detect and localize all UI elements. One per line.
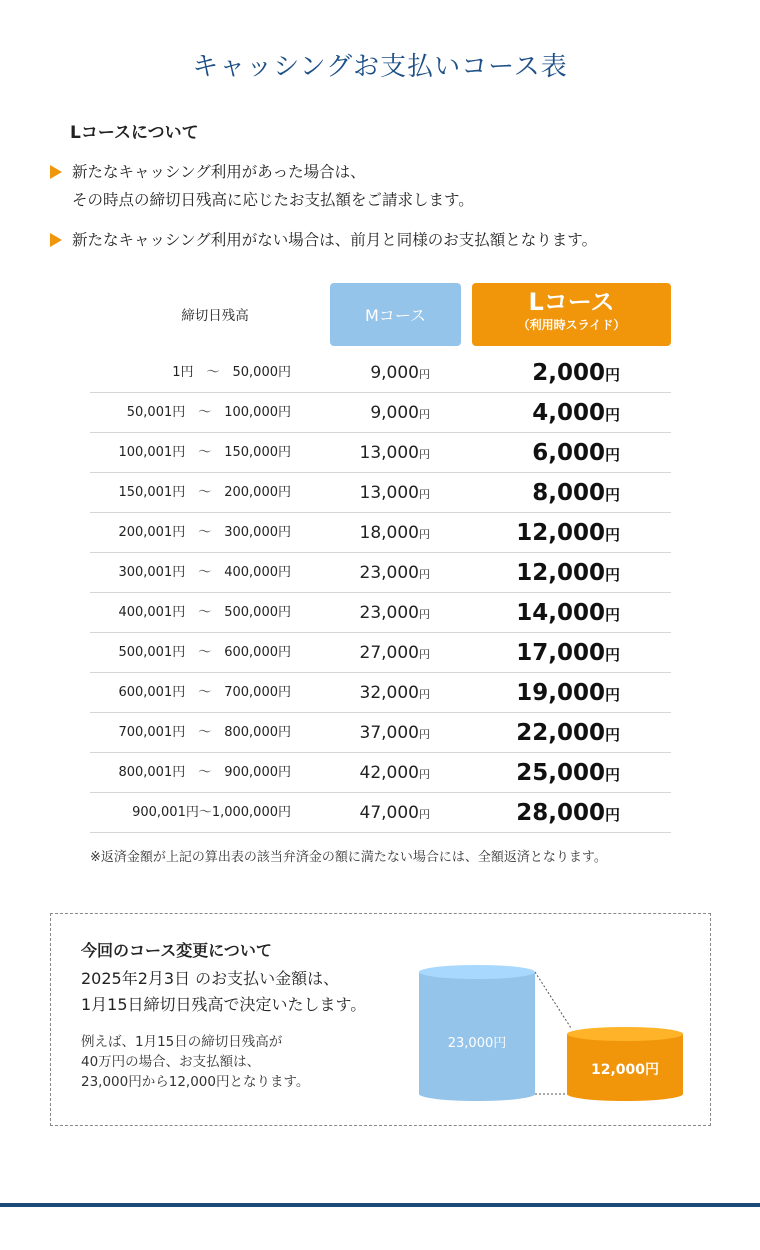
m-course-value: 13,000 xyxy=(359,483,419,503)
cylinder-before xyxy=(419,965,535,1101)
m-course-cell xyxy=(360,793,430,835)
m-course-cell xyxy=(360,753,430,795)
m-course-value: 18,000 xyxy=(359,523,419,543)
table-row xyxy=(90,513,671,553)
yen-unit: 円 xyxy=(604,606,620,624)
l-course-cell xyxy=(532,433,620,475)
l-course-cell xyxy=(516,593,620,635)
l-course-cell xyxy=(532,473,620,515)
cylinder-after-top xyxy=(567,1027,683,1041)
yen-unit: 円 xyxy=(419,608,430,621)
l-course-cell xyxy=(516,793,620,835)
balance-range-cell: 1円 ～ 50,000円 xyxy=(172,365,291,380)
yen-unit: 円 xyxy=(604,646,620,664)
cylinder-comparison-graphic xyxy=(411,964,701,1104)
connector-line-top xyxy=(535,972,571,1028)
payment-table xyxy=(90,353,671,833)
m-course-value: 32,000 xyxy=(359,683,419,703)
l-course-cell xyxy=(516,553,620,595)
header-m-label: Mコース xyxy=(364,306,426,325)
m-course-cell xyxy=(360,513,430,555)
balance-range-cell: 700,001円 ～ 800,000円 xyxy=(118,725,291,740)
yen-unit: 円 xyxy=(604,406,620,424)
triangle-bullet-icon xyxy=(50,233,62,247)
table-row xyxy=(90,353,671,393)
l-course-value: 2,000 xyxy=(532,360,605,386)
yen-unit: 円 xyxy=(604,526,620,544)
page-title: キャッシングお支払いコース表 xyxy=(192,52,568,82)
box-line-2: 1月15日締切日残高で決定いたします。 xyxy=(81,995,367,1014)
l-course-value: 8,000 xyxy=(532,480,605,506)
l-course-value: 12,000 xyxy=(516,520,605,546)
cylinder-before-top xyxy=(419,965,535,979)
yen-unit: 円 xyxy=(419,368,430,381)
l-course-cell xyxy=(516,633,620,675)
l-course-cell xyxy=(516,673,620,715)
yen-unit: 円 xyxy=(419,528,430,541)
yen-unit: 円 xyxy=(419,808,430,821)
m-course-cell xyxy=(360,593,430,635)
m-course-cell xyxy=(360,713,430,755)
m-course-value: 37,000 xyxy=(359,723,419,743)
table-row xyxy=(90,553,671,593)
yen-unit: 円 xyxy=(604,726,620,744)
m-course-cell xyxy=(370,393,430,435)
l-course-value: 25,000 xyxy=(516,760,605,786)
balance-range-cell: 200,001円 ～ 300,000円 xyxy=(118,525,291,540)
box-title: 今回のコース変更について xyxy=(81,941,272,960)
section-subtitle: Lコースについて xyxy=(70,123,199,143)
balance-range-cell: 150,001円 ～ 200,000円 xyxy=(118,485,291,500)
triangle-bullet-icon xyxy=(50,165,62,179)
table-row xyxy=(90,753,671,793)
box-line-1: 2025年2月3日 のお支払い金額は、 xyxy=(81,969,340,988)
header-l-label: Lコース xyxy=(528,288,615,316)
yen-unit: 円 xyxy=(419,488,430,501)
header-m-course xyxy=(330,283,461,346)
yen-unit: 円 xyxy=(604,486,620,504)
bullet-line: その時点の締切日残高に応じたお支払額をご請求します。 xyxy=(72,191,474,209)
yen-unit: 円 xyxy=(604,806,620,824)
cylinder-after xyxy=(567,1027,683,1101)
yen-unit: 円 xyxy=(419,408,430,421)
l-course-value: 4,000 xyxy=(532,400,605,426)
yen-unit: 円 xyxy=(419,768,430,781)
bullet-line: 新たなキャッシング利用がない場合は、前月と同様のお支払額となります。 xyxy=(72,231,598,249)
cylinder-after-label: 12,000円 xyxy=(590,1062,660,1078)
table-row xyxy=(90,713,671,753)
balance-range-cell: 100,001円 ～ 150,000円 xyxy=(118,445,291,460)
balance-range-cell: 50,001円 ～ 100,000円 xyxy=(126,405,291,420)
l-course-value: 12,000 xyxy=(516,560,605,586)
footnote: ※返済金額が上記の算出表の該当弁済金の額に満たない場合には、全額返済となります。 xyxy=(90,850,607,865)
header-range: 締切日残高 xyxy=(181,308,249,324)
table-row xyxy=(90,793,671,833)
table-row xyxy=(90,673,671,713)
example-line: 40万円の場合、お支払額は、 xyxy=(81,1054,261,1070)
m-course-cell xyxy=(360,673,430,715)
m-course-value: 13,000 xyxy=(359,443,419,463)
m-course-value: 23,000 xyxy=(359,603,419,623)
m-course-cell xyxy=(360,633,430,675)
l-course-value: 6,000 xyxy=(532,440,605,466)
m-course-cell xyxy=(360,473,430,515)
yen-unit: 円 xyxy=(604,766,620,784)
yen-unit: 円 xyxy=(419,648,430,661)
yen-unit: 円 xyxy=(419,688,430,701)
yen-unit: 円 xyxy=(604,566,620,584)
l-course-cell xyxy=(516,513,620,555)
table-row xyxy=(90,433,671,473)
l-course-value: 14,000 xyxy=(516,600,605,626)
bullet-item-1 xyxy=(50,158,474,214)
m-course-value: 9,000 xyxy=(370,403,419,423)
l-course-value: 17,000 xyxy=(516,640,605,666)
table-row xyxy=(90,633,671,673)
example-line: 23,000円から12,000円となります。 xyxy=(81,1074,310,1090)
table-row xyxy=(90,473,671,513)
cylinder-before-body xyxy=(419,972,535,1094)
cylinder-after-bottom xyxy=(567,1087,683,1101)
l-course-cell xyxy=(516,753,620,795)
l-course-value: 22,000 xyxy=(516,720,605,746)
yen-unit: 円 xyxy=(419,568,430,581)
m-course-value: 27,000 xyxy=(359,643,419,663)
m-course-value: 23,000 xyxy=(359,563,419,583)
l-course-cell xyxy=(516,713,620,755)
header-l-sublabel: （利用時スライド） xyxy=(517,318,626,332)
m-course-cell xyxy=(360,433,430,475)
balance-range-cell: 300,001円 ～ 400,000円 xyxy=(118,565,291,580)
course-change-box xyxy=(50,913,711,1126)
l-course-value: 28,000 xyxy=(516,800,605,826)
balance-range-cell: 600,001円 ～ 700,000円 xyxy=(118,685,291,700)
m-course-cell xyxy=(370,353,430,395)
bullet-line: 新たなキャッシング利用があった場合は、 xyxy=(72,163,366,181)
box-example xyxy=(81,1032,309,1092)
m-course-value: 9,000 xyxy=(370,363,419,383)
m-course-cell xyxy=(360,553,430,595)
header-l-course xyxy=(472,283,671,346)
table-row xyxy=(90,393,671,433)
yen-unit: 円 xyxy=(419,448,430,461)
balance-range-cell: 900,001円～1,000,000円 xyxy=(132,805,291,820)
yen-unit: 円 xyxy=(604,366,620,384)
cylinder-before-bottom xyxy=(419,1087,535,1101)
l-course-cell xyxy=(532,353,620,395)
balance-range-cell: 800,001円 ～ 900,000円 xyxy=(118,765,291,780)
m-course-value: 42,000 xyxy=(359,763,419,783)
balance-range-cell: 400,001円 ～ 500,000円 xyxy=(118,605,291,620)
l-course-value: 19,000 xyxy=(516,680,605,706)
table-row xyxy=(90,593,671,633)
yen-unit: 円 xyxy=(419,728,430,741)
bottom-bar xyxy=(0,1203,760,1207)
cylinder-before-label: 23,000円 xyxy=(447,1036,507,1051)
example-line: 例えば、1月15日の締切日残高が xyxy=(81,1034,283,1050)
l-course-cell xyxy=(532,393,620,435)
balance-range-cell: 500,001円 ～ 600,000円 xyxy=(118,645,291,660)
m-course-value: 47,000 xyxy=(359,803,419,823)
bullet-item-2 xyxy=(50,226,597,254)
yen-unit: 円 xyxy=(604,686,620,704)
yen-unit: 円 xyxy=(604,446,620,464)
